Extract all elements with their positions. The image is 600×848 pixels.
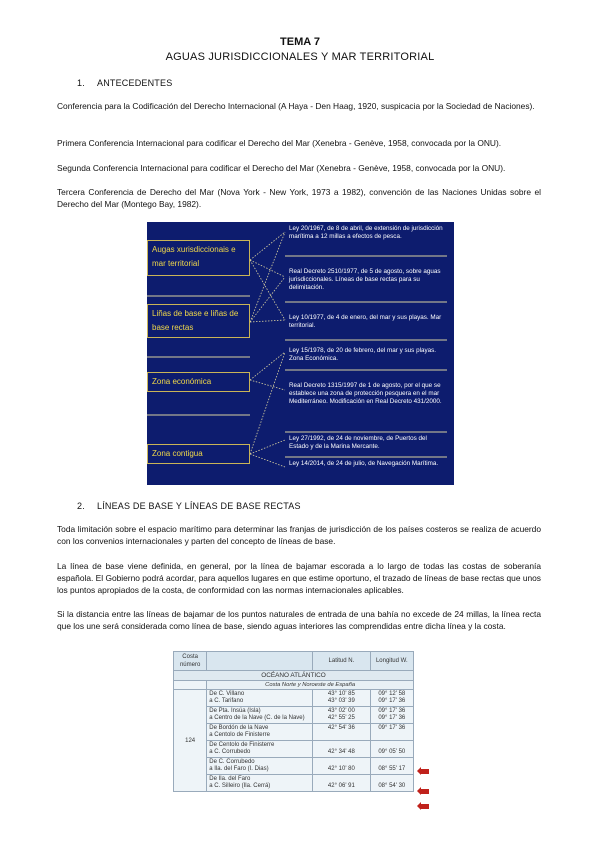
table-row [174,724,414,741]
latitude: 42° 06' 91 [327,783,355,789]
red-arrow-icon [421,769,429,774]
table-row [174,775,414,792]
paragraph: Si la distancia entre las líneas de bajamar de los puntos naturales de entrada de una bahía no excede de 24 millas, la línea recta que los une será considerada como línea de base, siendo aguas interiores las comprendidas entre dicha línea y la costa. [57,609,541,631]
table-header-row [174,652,414,671]
point-to: a C. Corrubedo [209,749,251,755]
point-from: De C. Villano [209,691,245,697]
ocean-label: OCÉANO ATLÁNTICO [174,671,414,681]
latitude [315,742,367,749]
law-text: Ley 14/2014, de 24 de julio, de Navegación Marítima. [289,460,439,467]
longitude [373,776,411,783]
law-text: Ley 20/1967, de 8 de abril, de extensión de jurisdicción marítima a 12 millas a efectos de pesca. [289,225,443,240]
point-from: De Pta. Insúa (Isla) [209,708,261,714]
law-text: Ley 10/1977, de 4 de enero, del mar y sus playas. Mar territorial. [289,314,442,329]
longitude: 09° 17' 36 [378,725,406,731]
section-heading-lineas-de-base [77,501,301,511]
latitude [315,776,367,783]
latitude: 43° 03' 39 [327,698,355,704]
coast-label: Costa Norte y Noroeste de España [207,681,414,690]
longitude [373,742,411,749]
paragraph: Primera Conferencia Internacional para codificar el Derecho del Mar (Xenebra - Genève, 1958, convocada por la ONU). [57,138,502,148]
longitude [373,732,411,739]
diagram-box-zona-contigua: Zona contigua [147,444,250,464]
law-text: Ley 27/1992, de 24 de noviembre, de Puertos del Estado y de la Marina Mercante. [289,435,427,450]
longitude: 09° 05' 50 [378,749,406,755]
longitude: 08° 54' 30 [378,783,406,789]
paragraph: Toda limitación sobre el espacio marítimo para determinar las franjas de jurisdicción de los países costeros se realiza de acuerdo con los convenios internacionales y parten del concepto de líneas de base. [57,524,541,546]
header-latitude: Latitud N. [313,652,370,671]
section-title: ANTECEDENTES [97,78,173,88]
point-from: De C. Corrubedo [209,759,255,765]
red-arrow-icon [421,804,429,809]
coast-code: 124 [174,690,207,792]
point-to: a Ila. del Faro (I. Dias) [209,766,269,772]
point-to: a Centro de la Nave (C. de la Nave) [209,715,305,721]
longitude: 09° 17' 36 [378,715,406,721]
page-title: TEMA 7 [280,36,320,48]
point-from: De Centolo de Finisterre [209,742,275,748]
longitude: 09° 17' 36 [378,708,406,714]
point-to: a Centolo de Finisterre [209,732,270,738]
table-row [174,758,414,775]
header-code: Costa número [174,652,207,671]
latitude: 43° 02' 00 [327,708,355,714]
baseline-coordinates-table [173,651,428,792]
latitude: 42° 10' 80 [327,766,355,772]
paragraph: Conferencia para la Codificación del Derecho Internacional (A Haya - Den Haag, 1920, suspicacia por la Sociedad de Naciones). [57,101,535,111]
header-longitude: Longitud W. [370,652,413,671]
latitude: 43° 10' 85 [327,691,355,697]
paragraph: La línea de base viene definida, en general, por la línea de bajamar escorada a lo largo de todas las costas de soberanía española. El Gobierno podrá acordar, para aquellos lugares en que estime oportuno, el trazado de líneas de base rectas que unos los puntos apropiados de la costa, de conformidad con las normas internacionales aplicables. [57,561,541,595]
diagram-box-zona-economica: Zona económica [147,372,250,392]
diagram-box-aguas-jurisdiccionales: Augas xurisdiccionais e mar territorial [147,240,250,276]
latitude: 42° 55' 25 [327,715,355,721]
table-row [174,707,414,724]
point-to: a C. Tarifano [209,698,244,704]
section-title: LÍNEAS DE BASE Y LÍNEAS DE BASE RECTAS [97,501,301,511]
point-from: De Bordón de la Nave [209,725,269,731]
paragraph: Tercera Conferencia de Derecho del Mar (Nova York - New York, 1973 a 1982), convención de las Naciones Unidas sobre el Derecho del Mar (Montego Bay, 1982). [57,187,541,209]
section-number: 1. [77,78,85,88]
law-text: Real Decreto 2510/1977, de 5 de agosto, sobre aguas jurisdiccionales. Líneas de base rectas para su delimitación. [289,268,441,291]
latitude: 42° 34' 48 [327,749,355,755]
page-subtitle: AGUAS JURISDICCIONALES Y MAR TERRITORIAL [165,51,435,63]
table-row [174,741,414,758]
point-to: a C. Silleiro (Ila. Cerrá) [209,783,271,789]
point-from: De Ila. del Faro [209,776,251,782]
section-heading-antecedentes [77,78,172,88]
law-text: Ley 15/1978, de 20 de febrero, del mar y sus playas. Zona Económica. [289,347,437,362]
longitude [373,759,411,766]
latitude [315,732,367,739]
section-number: 2. [77,501,85,511]
latitude [315,759,367,766]
longitude: 09° 17' 36 [378,698,406,704]
table-row [174,690,414,707]
legislation-diagram [147,222,454,485]
header-points [207,652,313,671]
longitude: 08° 55' 17 [378,766,406,772]
law-text: Real Decreto 1315/1997 de 1 de agosto, por el que se establece una zona de protección pesquera en el mar Mediterráneo. Modificación en Real Decreto 431/2000. [289,382,442,405]
red-arrow-icon [421,789,429,794]
paragraph: Segunda Conferencia Internacional para codificar el Derecho del Mar (Xenebra - Genève, 1958, convocada por la ONU). [57,163,506,173]
longitude: 09° 12' 58 [378,691,406,697]
diagram-box-lineas-de-base: Liñas de base e liñas de base rectas [147,304,250,338]
latitude: 42° 54' 36 [327,725,355,731]
